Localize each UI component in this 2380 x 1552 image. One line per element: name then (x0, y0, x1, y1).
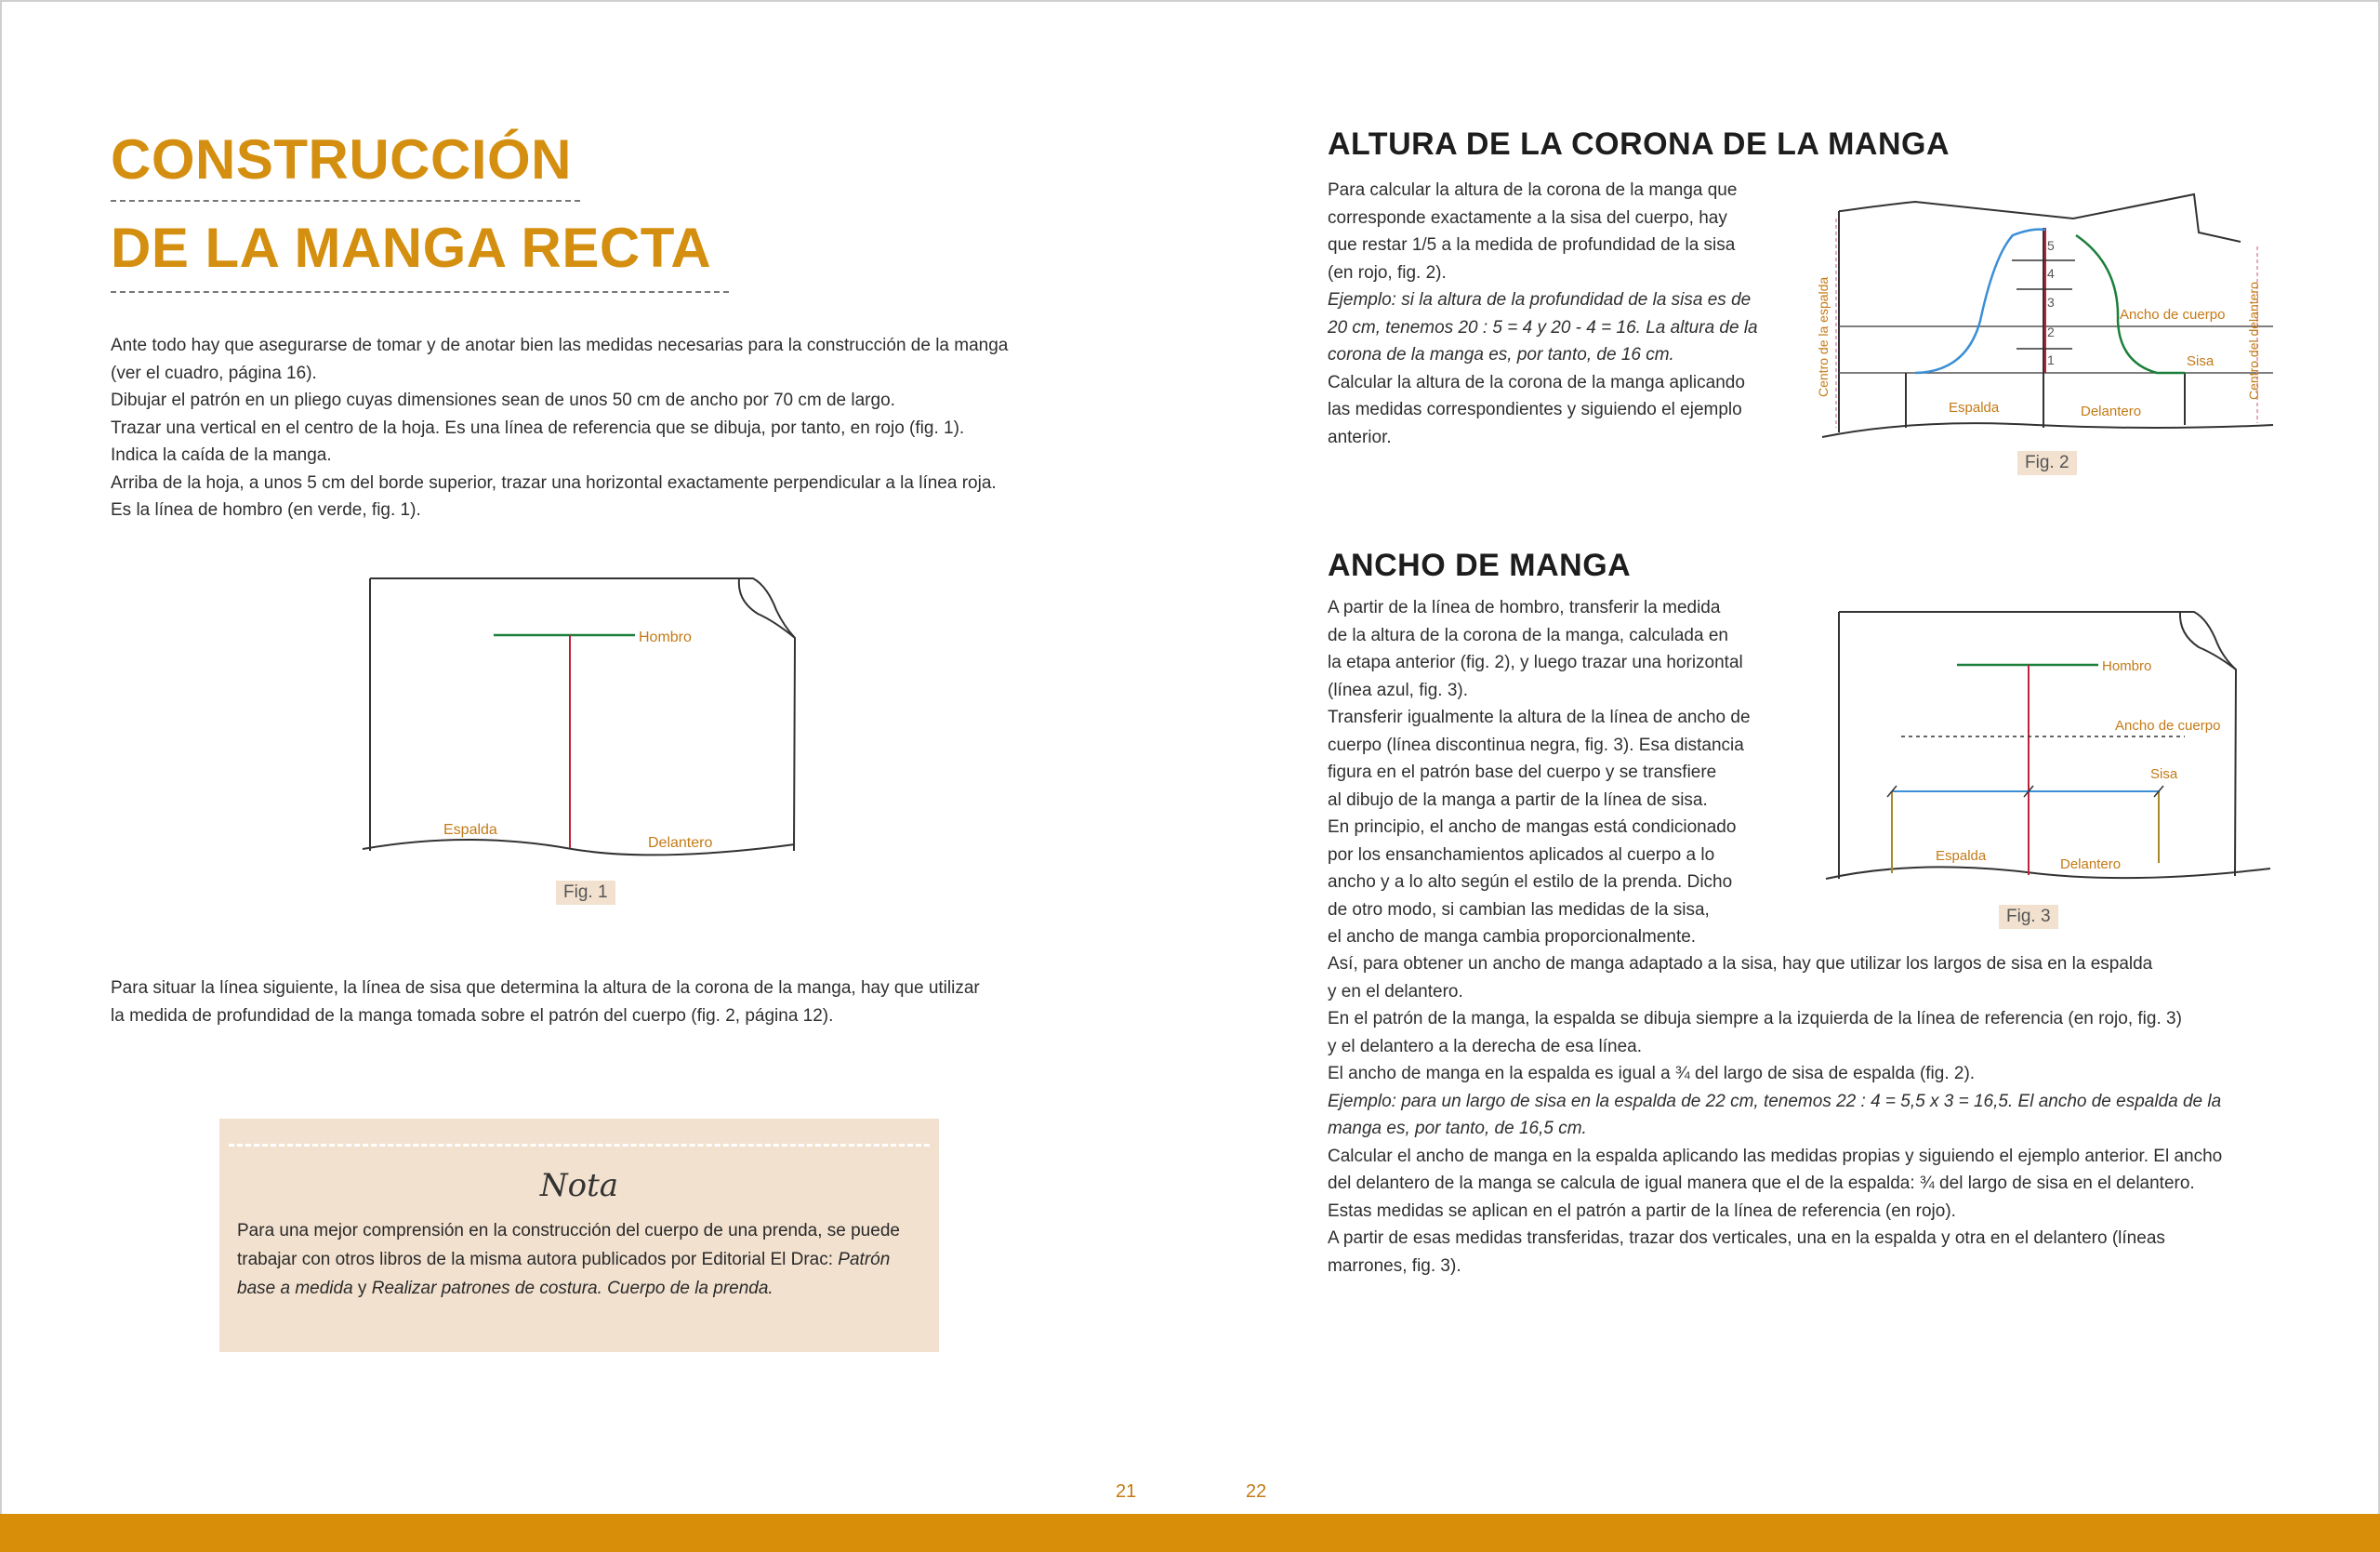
note-dashed-rule (229, 1144, 930, 1147)
fig3-label-sisa: Sisa (2150, 766, 2178, 782)
section-title-ancho: ANCHO DE MANGA (1328, 548, 1632, 583)
text-line: cuerpo (línea discontinua negra, fig. 3). Esa distancia (1328, 735, 1744, 755)
text-line: del delantero de la manga se calcula de igual manera que el de la espalda: ¾ del largo de sisa en el delantero. (1328, 1174, 2195, 1193)
figure-3 (1822, 606, 2278, 890)
text-line: (en rojo, fig. 2). (1328, 262, 1447, 283)
text-line: de otro modo, si cambian las medidas de la sisa, (1328, 899, 1710, 920)
page-number-left: 21 (1116, 1481, 1137, 1502)
text-line: En el patrón de la manga, la espalda se dibuja siempre a la izquierda de la línea de referencia (en rojo, fig. 3) (1328, 1009, 2182, 1028)
title-dashed-rule-2 (111, 291, 729, 293)
text-line: A partir de esas medidas transferidas, trazar dos verticales, una en la espalda y otra en el delantero (líneas (1328, 1228, 2165, 1248)
fig2-label-centro-delantero: Centro del delantero (2246, 282, 2261, 400)
fig2-tick-3: 3 (2047, 295, 2055, 310)
page-number-right: 22 (1246, 1481, 1267, 1502)
fig2-label-delantero: Delantero (2081, 404, 2142, 419)
text-line: por los ensanchamientos aplicados al cuerpo a lo (1328, 844, 1715, 865)
text-line: de la altura de la corona de la manga, calculada en (1328, 625, 1728, 645)
fig2-label-espalda: Espalda (1949, 400, 2000, 416)
fig2-green-curve (2076, 235, 2185, 373)
text-line: ancho y a lo alto según el estilo de la prenda. Dicho (1328, 872, 1733, 892)
fig2-tick-4: 4 (2047, 266, 2055, 281)
fig1-label-delantero: Delantero (648, 835, 713, 851)
fig2-label-ancho-cuerpo: Ancho de cuerpo (2120, 307, 2226, 323)
text-line: corresponde exactamente a la sisa del cuerpo, hay (1328, 207, 1727, 228)
text-line: Calcular el ancho de manga en la espalda aplicando las medidas propias y siguiendo el ejemplo anterior. El ancho (1328, 1146, 2223, 1166)
fig3-label-hombro: Hombro (2102, 658, 2152, 674)
fig1-label-espalda: Espalda (443, 822, 497, 838)
fig3-label-delantero: Delantero (2060, 856, 2122, 872)
sisa-line: Para situar la línea siguiente, la línea de sisa que determina la altura de la corona de la manga, hay que utilizar (111, 978, 980, 998)
note-text-plain: Para una mejor comprensión en la construcción del cuerpo de una prenda, se puede trabajar con otros libros de la misma autora publicados por Editorial El Drac: (237, 1221, 900, 1269)
figure-2 (1804, 191, 2287, 456)
fig1-label-hombro: Hombro (639, 630, 692, 645)
note-title: Nota (539, 1167, 619, 1204)
figure-1 (358, 575, 804, 863)
section2-wide-text (1328, 950, 2267, 1280)
text-line-italic: 20 cm, tenemos 20 : 5 = 4 y 20 - 4 = 16. La altura de la (1328, 317, 1758, 338)
figure-1-drawing (358, 575, 804, 863)
intro-text (111, 332, 1040, 524)
text-line: y en el delantero. (1328, 981, 1463, 1002)
text-line: Estas medidas se aplican en el patrón a partir de la línea de referencia (en rojo). (1328, 1200, 1956, 1221)
note-book-title-1: Patrón base a medida (237, 1250, 891, 1298)
text-line: figura en el patrón base del cuerpo y se transfiere (1328, 763, 1717, 782)
intro-paragraph: Indica la caída de la manga. (111, 445, 332, 465)
fig2-tick-1: 1 (2047, 352, 2055, 367)
note-text (237, 1216, 925, 1303)
section-title-altura: ALTURA DE LA CORONA DE LA MANGA (1328, 126, 1950, 162)
intro-paragraph: Ante todo hay que asegurarse de tomar y de anotar bien las medidas necesarias para la construcción de la manga (ver el cuadro, página 16). (111, 336, 1009, 383)
text-line: (línea azul, fig. 3). (1328, 680, 1469, 700)
figure-1-caption: Fig. 1 (556, 881, 615, 905)
intro-paragraph: Trazar una vertical en el centro de la hoja. Es una línea de referencia que se dibuja, por tanto, en rojo (fig. 1). (111, 418, 965, 438)
intro-paragraph: Dibujar el patrón en un pliego cuyas dimensiones sean de unos 50 cm de ancho por 70 cm de largo. (111, 391, 895, 410)
text-line: las medidas correspondientes y siguiendo el ejemplo (1328, 400, 1742, 419)
text-line-italic: Ejemplo: si la altura de la profundidad de la sisa es de (1328, 290, 1752, 310)
text-line-italic: Ejemplo: para un largo de sisa en la espalda de 22 cm, tenemos 22 : 4 = 5,5 x 3 = 16,5. El ancho de espalda de la (1328, 1091, 2222, 1111)
note-text-and: y (352, 1279, 372, 1298)
intro-paragraph: Es la línea de hombro (en verde, fig. 1). (111, 500, 421, 520)
title-dashed-rule-1 (111, 200, 580, 202)
fig2-tick-5: 5 (2047, 238, 2055, 253)
text-line: Calcular la altura de la corona de la manga aplicando (1328, 372, 1745, 392)
text-line: Así, para obtener un ancho de manga adaptado a la sisa, hay que utilizar los largos de sisa en la espalda (1328, 954, 2153, 974)
fig2-blue-curve (1915, 230, 2045, 373)
text-line: Para calcular la altura de la corona de la manga que (1328, 180, 1738, 200)
fig2-label-sisa: Sisa (2187, 353, 2215, 369)
text-line: el ancho de manga cambia proporcionalmente. (1328, 927, 1697, 947)
page-title-line1: CONSTRUCCIÓN (111, 128, 572, 191)
fig3-label-espalda: Espalda (1936, 848, 1987, 864)
text-line: Transferir igualmente la altura de la línea de ancho de (1328, 708, 1751, 727)
sisa-text (111, 975, 1040, 1029)
text-line: la etapa anterior (fig. 2), y luego trazar una horizontal (1328, 653, 1743, 672)
text-line-italic: manga es, por tanto, de 16,5 cm. (1328, 1119, 1587, 1138)
fig3-label-ancho-cuerpo: Ancho de cuerpo (2115, 718, 2221, 734)
section2-narrow-text (1328, 594, 1811, 951)
sisa-line: la medida de profundidad de la manga tomada sobre el patrón del cuerpo (fig. 2, página 12). (111, 1005, 834, 1026)
section1-text (1328, 177, 1774, 451)
note-book-title-2: Realizar patrones de costura. Cuerpo de la prenda. (371, 1279, 774, 1298)
note-box (219, 1119, 939, 1352)
page-title-line2: DE LA MANGA RECTA (111, 217, 712, 279)
text-line: y el delantero a la derecha de esa línea. (1328, 1036, 1643, 1056)
fig2-tick-2: 2 (2047, 325, 2055, 339)
figure-3-caption: Fig. 3 (1999, 905, 2058, 929)
text-line: El ancho de manga en la espalda es igual a ¾ del largo de sisa de espalda (fig. 2). (1328, 1064, 1976, 1083)
bottom-color-bar (0, 1514, 2380, 1552)
figure-2-caption: Fig. 2 (2017, 451, 2077, 475)
text-line: marrones, fig. 3). (1328, 1255, 1461, 1276)
figure-3-drawing (1822, 606, 2278, 890)
fig2-label-centro-espalda: Centro de la espalda (1816, 276, 1831, 397)
text-line: En principio, el ancho de mangas está condicionado (1328, 817, 1737, 837)
text-line-italic: corona de la manga es, por tanto, de 16 cm. (1328, 345, 1674, 365)
intro-paragraph: Arriba de la hoja, a unos 5 cm del borde superior, trazar una horizontal exactamente perpendicular a la línea roja. (111, 472, 997, 493)
text-line: anterior. (1328, 427, 1392, 447)
text-line: A partir de la línea de hombro, transferir la medida (1328, 598, 1721, 617)
figure-2-drawing (1804, 191, 2287, 456)
text-line: al dibujo de la manga a partir de la línea de sisa. (1328, 789, 1708, 810)
text-line: que restar 1/5 a la medida de profundidad de la sisa (1328, 235, 1736, 255)
